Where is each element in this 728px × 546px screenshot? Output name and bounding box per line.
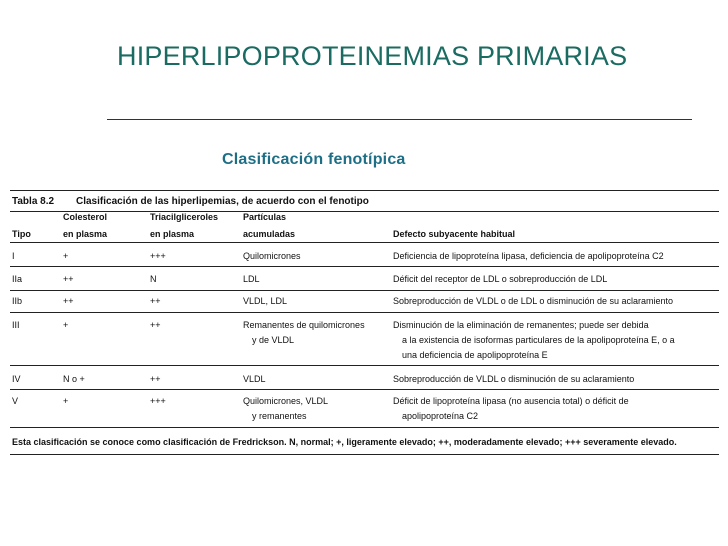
cell-colesterol: ++ [63,296,74,306]
cell-triacilgliceroles: N [150,274,157,284]
cell-colesterol: N o + [63,374,85,384]
cell-tipo: IIa [12,274,23,284]
cell-tipo: I [12,251,15,261]
cell-triacilgliceroles: ++ [150,296,161,306]
cell-colesterol: + [63,320,69,330]
header-colesterol-2: en plasma [63,229,108,239]
cell-particulas: Quilomicrones [243,251,301,261]
row-divider [10,427,719,428]
table-caption [12,196,369,207]
cell-defecto-cont: a la existencia de isoformas particulares de la apolipoproteína E, o a [402,335,675,345]
cell-defecto: Déficit del receptor de LDL o sobreproducción de LDL [393,274,608,284]
cell-particulas: VLDL, LDL [243,296,288,306]
cell-defecto: Sobreproducción de VLDL o de LDL o disminución de su aclaramiento [393,296,674,306]
header-particulas-2: acumuladas [243,229,296,239]
slide-title: HIPERLIPOPROTEINEMIAS PRIMARIAS [117,41,628,71]
cell-particulas-cont: y remanentes [252,411,307,421]
row-divider [10,266,719,267]
table-caption-text: Clasificación de las hiperlipemias, de acuerdo con el fenotipo [76,196,369,207]
cell-particulas: VLDL [243,374,266,384]
header-particulas-1: Partículas [243,212,287,222]
table-label: Tabla 8.2 [12,196,55,207]
caption-rule [10,211,719,212]
header-triacilgliceroles-2: en plasma [150,229,195,239]
cell-defecto: Déficit de lipoproteína lipasa (no ausencia total) o déficit de [393,396,629,406]
cell-particulas: Quilomicrones, VLDL [243,396,329,406]
header-defecto: Defecto subyacente habitual [393,229,516,239]
cell-tipo: IV [12,374,21,384]
cell-triacilgliceroles: ++ [150,320,161,330]
cell-colesterol: ++ [63,274,74,284]
header-tipo: Tipo [12,229,31,239]
row-divider [10,312,719,313]
row-divider [10,389,719,390]
cell-defecto: Deficiencia de lipoproteína lipasa, deficiencia de apolipoproteína C2 [393,251,664,261]
table-bottom-rule [10,454,719,455]
cell-triacilgliceroles: +++ [150,251,166,261]
cell-defecto-cont: apolipoproteína C2 [402,411,479,421]
slide-subtitle: Clasificación fenotípica [222,151,406,168]
cell-tipo: V [12,396,19,406]
cell-particulas: LDL [243,274,260,284]
cell-particulas-cont: y de VLDL [252,335,295,345]
table-top-rule [10,190,719,191]
cell-tipo: IIb [12,296,23,306]
header-colesterol-1: Colesterol [63,212,108,222]
header-rule [10,242,719,243]
row-divider [10,290,719,291]
table-footnote: Esta clasificación se conoce como clasificación de Fredrickson. N, normal; +, ligeramente elevado; ++, moderadamente elevado; +++ severamente elevado. [12,437,677,447]
header-triacilgliceroles-1: Triacilgliceroles [150,212,219,222]
cell-tipo: III [12,320,20,330]
cell-triacilgliceroles: +++ [150,396,166,406]
cell-colesterol: + [63,396,69,406]
cell-defecto-cont: una deficiencia de apolipoproteína E [402,350,548,360]
cell-particulas: Remanentes de quilomicrones [243,320,365,330]
title-divider [107,119,692,120]
row-divider [10,365,719,366]
cell-colesterol: + [63,251,69,261]
cell-defecto: Sobreproducción de VLDL o disminución de su aclaramiento [393,374,635,384]
cell-defecto: Disminución de la eliminación de remanentes; puede ser debida [393,320,649,330]
cell-triacilgliceroles: ++ [150,374,161,384]
